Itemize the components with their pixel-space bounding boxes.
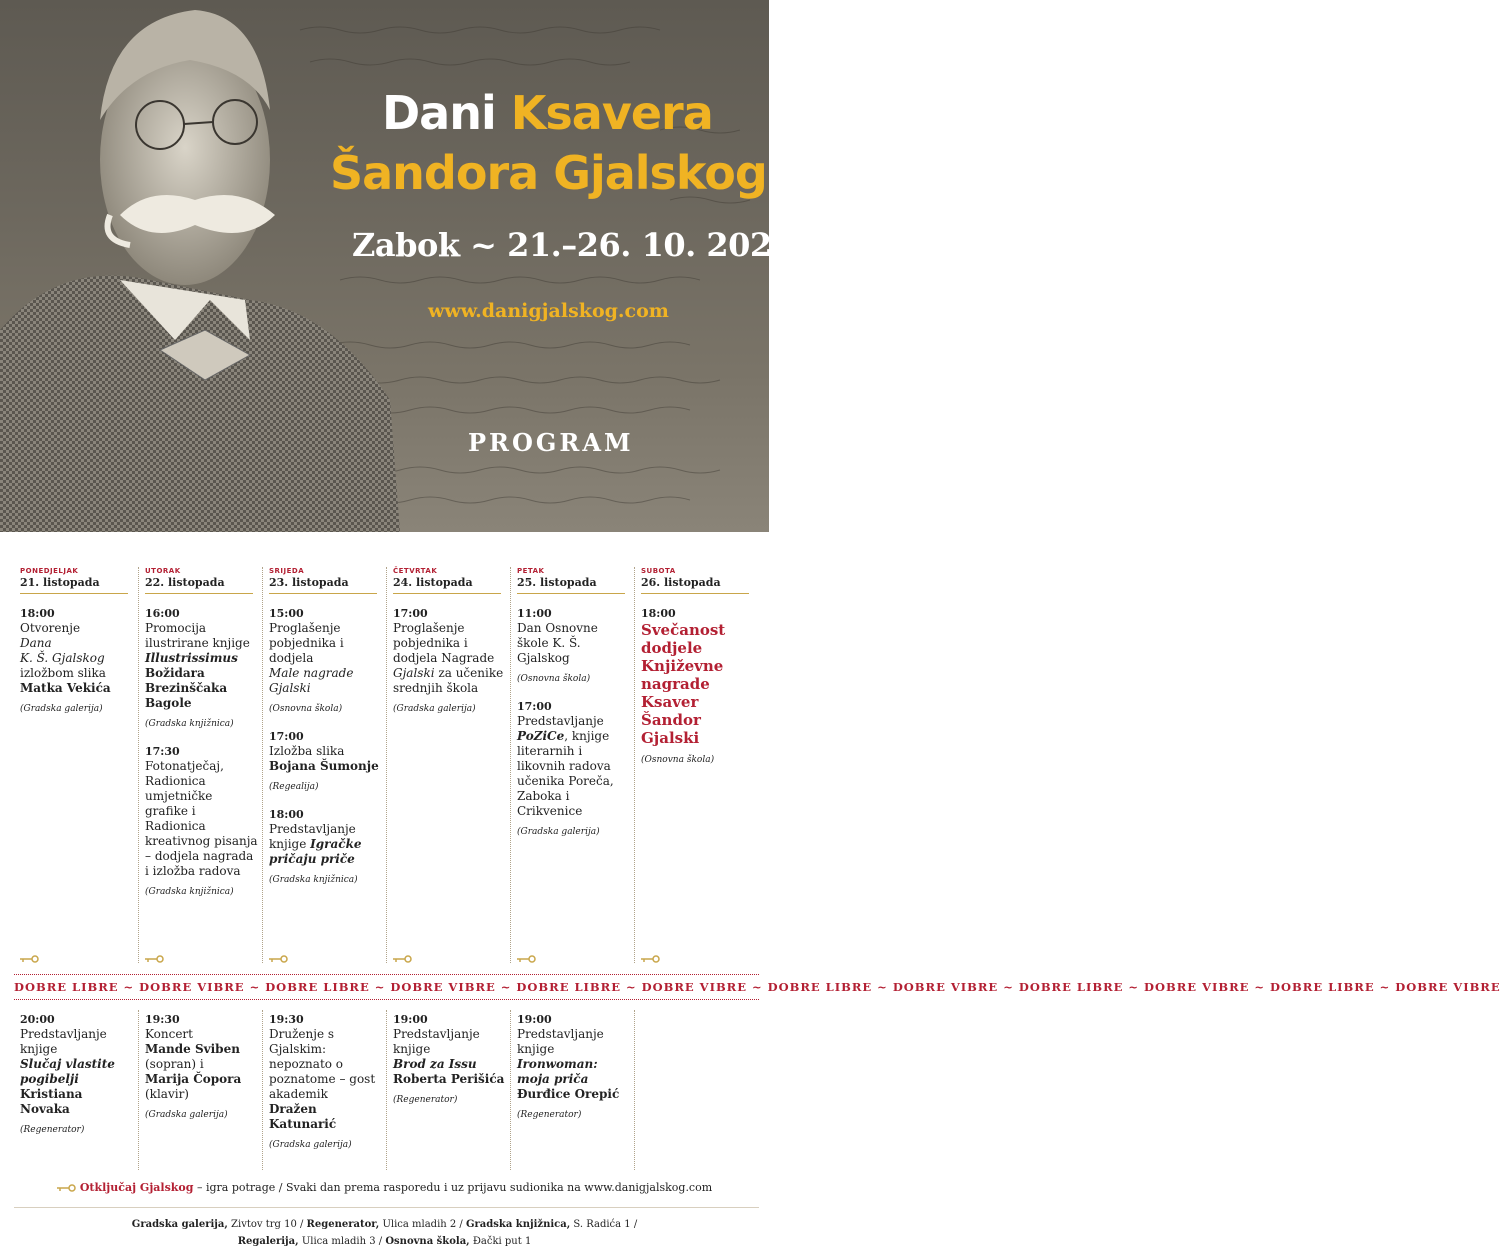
evening-event-wednesday: [262, 1010, 383, 1170]
event-time: 15:00: [269, 607, 304, 620]
place-and-dates: Zabok ~ 21.–26. 10. 2024.: [352, 226, 805, 264]
event-time: 17:00: [393, 607, 428, 620]
event-time: 20:00: [20, 1013, 55, 1026]
event-time: 19:00: [393, 1013, 428, 1026]
key-icon: [269, 955, 289, 963]
event: 19:30 Druženje s Gjalskim: nepoznato o poznatome – gost akademik Dražen Katunarić (Gradska galerija): [269, 1012, 383, 1153]
dobre-libre-banner: DOBRE LIBRE ~ DOBRE VIBRE ~ DOBRE LIBRE ~ DOBRE VIBRE ~ DOBRE LIBRE ~ DOBRE VIBRE ~ DOBRE LIBRE ~ DOBRE VIBRE ~ DOBRE LIBRE ~ DOBRE VIBRE ~ DOBRE LIBRE ~ DOBRE VIBRE: [14, 974, 759, 1000]
event-time: 17:00: [517, 700, 552, 713]
event-venue: (Gradska knjižnica): [145, 887, 234, 897]
event-time: 19:30: [145, 1013, 180, 1026]
day-date: 21. listopada: [20, 576, 128, 594]
daily-schedule: [14, 567, 759, 967]
event: 19:00 Predstavljanje knjige Brod za Issu Roberta Perišića (Regenerator): [393, 1012, 507, 1108]
event: 17:00 Izložba slika Bojana Šumonje (Regealija): [269, 729, 383, 795]
game-description: – igra potrage / Svaki dan prema rasporedu i uz prijavu sudionika na www.danigjalskog.com: [193, 1181, 713, 1194]
event-venue: (Gradska knjižnica): [145, 719, 234, 729]
evening-event-friday: [510, 1010, 631, 1170]
event: 17:30 Fotonatječaj, Radionica umjetničke grafike i Radionica kreativnog pisanja – dodjela nagrada i izložba radova (Gradska knjižnica): [145, 744, 259, 900]
event-time: 18:00: [20, 607, 55, 620]
day-date: 26. listopada: [641, 576, 749, 594]
event: [641, 606, 759, 768]
hero-banner: [0, 0, 805, 532]
festival-title-line-2: Šandora Gjalskog: [330, 146, 767, 200]
event-venue: (Osnovna škola): [269, 704, 343, 714]
day-name: UTORAK: [145, 567, 181, 575]
event-time: 19:00: [517, 1013, 552, 1026]
day-column-wednesday: [262, 567, 383, 963]
event-time: 19:30: [269, 1013, 304, 1026]
event: 19:30 Koncert Mande Sviben (sopran) i Marija Čopora (klavir) (Gradska galerija): [145, 1012, 259, 1123]
event: 11:00 Dan Osnovne škole K. Š. Gjalskog (Osnovna škola): [517, 606, 631, 687]
evening-event-monday: [14, 1010, 134, 1170]
day-name: PETAK: [517, 567, 545, 575]
event: 16:00 Promocija ilustrirane knjige Illustrissimus Božidara Brezinščaka Bagole (Gradska knjižnica): [145, 606, 259, 732]
key-icon: [517, 955, 537, 963]
festival-title-line-1: Dani Ksavera: [382, 86, 713, 140]
day-column-tuesday: [138, 567, 259, 963]
evening-event-saturday-empty: [634, 1010, 759, 1170]
day-column-thursday: [386, 567, 507, 963]
key-icon: [20, 955, 40, 963]
evening-schedule: [14, 1010, 759, 1170]
event: 17:00 Predstavljanje PoZiCe, knjige literarnih i likovnih radova učenika Poreča, Zaboka i Crikvenice (Gradska galerija): [517, 699, 631, 840]
day-name: ČETVRTAK: [393, 567, 438, 575]
event-time: 18:00: [269, 808, 304, 821]
footer-divider: [14, 1207, 759, 1208]
event-venue: (Gradska galerija): [393, 704, 476, 714]
day-column-saturday: [634, 567, 759, 963]
event-venue: (Gradska galerija): [20, 704, 103, 714]
event-time: 17:30: [145, 745, 180, 758]
event-venue: (Gradska galerija): [145, 1110, 228, 1120]
event-venue: (Osnovna škola): [517, 674, 591, 684]
event: 18:00 Predstavljanje knjige Igračke pričaju priče (Gradska knjižnica): [269, 807, 383, 888]
event: 17:00 Proglašenje pobjednika i dodjela Nagrade Gjalski za učenike srednjih škola (Gradska galerija): [393, 606, 507, 717]
day-date: 22. listopada: [145, 576, 253, 594]
key-icon: [641, 955, 661, 963]
event: 19:00 Predstavljanje knjige Ironwoman: moja priča Đurđice Orepić (Regenerator): [517, 1012, 631, 1123]
treasure-hunt-note: [0, 1181, 769, 1194]
event: 20:00 Predstavljanje knjige Slučaj vlastite pogibelji Kristiana Novaka (Regenerator): [20, 1012, 134, 1138]
day-date: 25. listopada: [517, 576, 625, 594]
game-title: Otključaj Gjalskog: [79, 1181, 194, 1194]
website-link[interactable]: www.danigjalskog.com: [428, 300, 669, 322]
day-date: 23. listopada: [269, 576, 377, 594]
venue-addresses: Gradska galerija, Zivtov trg 10 / Regenerator, Ulica mladih 2 / Gradska knjižnica, S. Radića 1 / Regalerija, Ulica mladih 3 / Osnovna škola, Đački put 1: [131, 1219, 638, 1247]
day-column-friday: [510, 567, 631, 963]
event-time: 16:00: [145, 607, 180, 620]
day-name: SUBOTA: [641, 567, 676, 575]
key-icon: [145, 955, 165, 963]
event-venue: (Gradska galerija): [517, 827, 600, 837]
event-venue: (Regenerator): [20, 1125, 85, 1135]
award-ceremony-title: Svečanost dodjele Književne nagrade Ksaver Šandor Gjalski: [641, 621, 726, 747]
event: 15:00 Proglašenje pobjednika i dodjela Male nagrade Gjalski (Osnovna škola): [269, 606, 383, 717]
event-time: 11:00: [517, 607, 552, 620]
event-time: 17:00: [269, 730, 304, 743]
day-name: SRIJEDA: [269, 567, 305, 575]
key-icon: [57, 1184, 77, 1192]
evening-event-tuesday: [138, 1010, 259, 1170]
event-venue: (Osnovna škola): [641, 755, 715, 765]
event-time: 18:00: [641, 607, 676, 620]
event-venue: (Regenerator): [393, 1095, 458, 1105]
event-venue: (Gradska knjižnica): [269, 875, 358, 885]
event-venue: (Regenerator): [517, 1110, 582, 1120]
event-venue: (Gradska galerija): [269, 1140, 352, 1150]
day-name: PONEDJELJAK: [20, 567, 79, 575]
program-heading: PROGRAM: [468, 428, 634, 457]
day-column-monday: [14, 567, 134, 963]
day-date: 24. listopada: [393, 576, 501, 594]
evening-event-thursday: [386, 1010, 507, 1170]
key-icon: [393, 955, 413, 963]
portrait-photo: [0, 0, 400, 532]
event-venue: (Regealija): [269, 782, 319, 792]
event: 18:00 Otvorenje Dana K. Š. Gjalskog izložbom slika Matka Vekića (Gradska galerija): [20, 606, 134, 717]
